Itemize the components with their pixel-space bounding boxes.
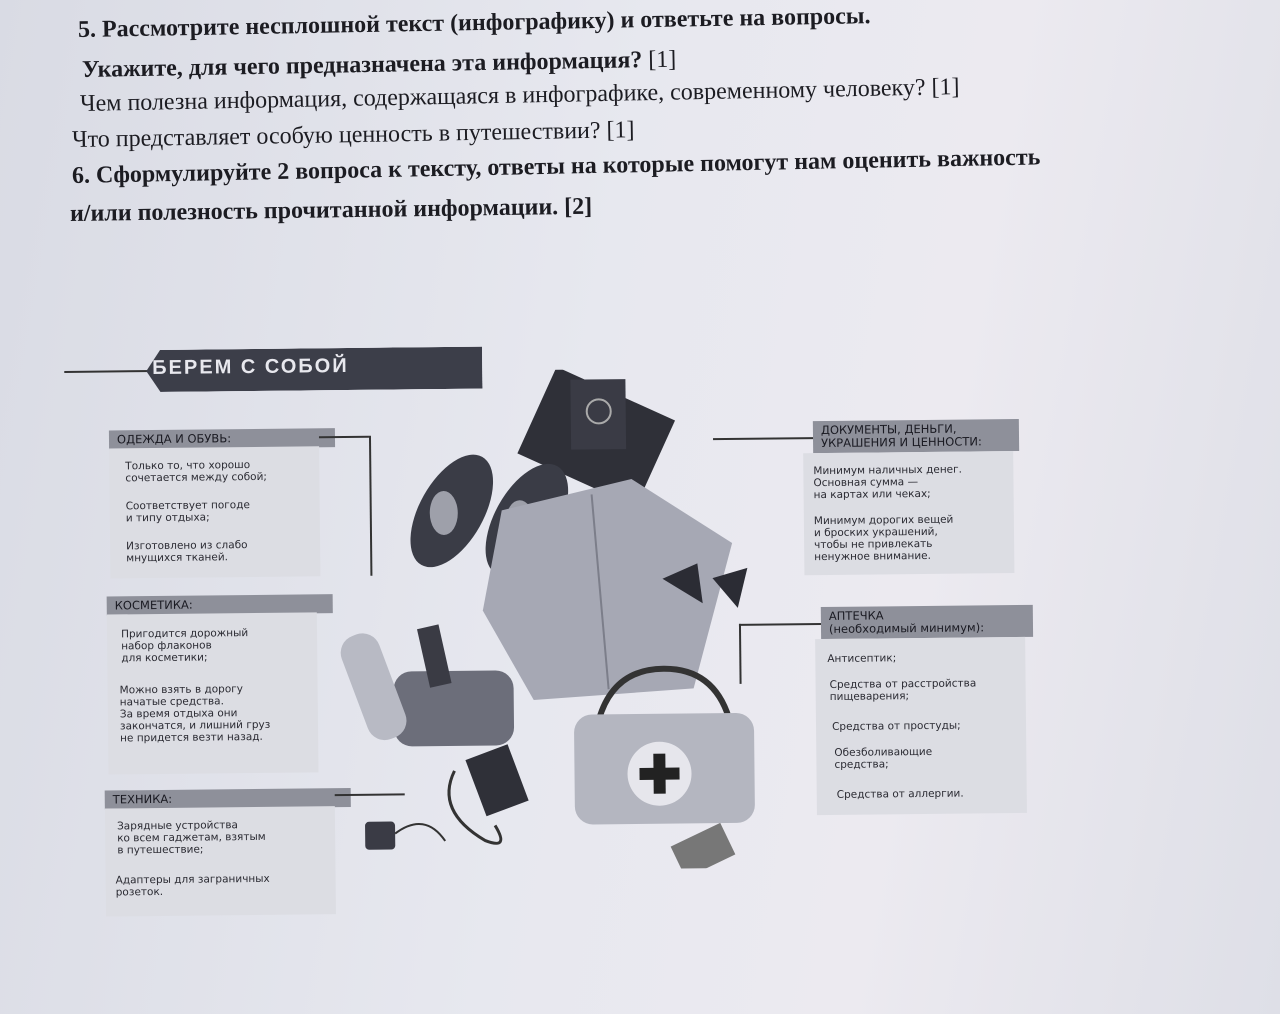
firstaid-item: Обезболивающие средства; bbox=[834, 745, 933, 771]
cosmetics-bag-icon bbox=[335, 624, 514, 747]
tech-header: ТЕХНИКА: bbox=[105, 788, 351, 810]
question-5-sub1-mark: [1] bbox=[648, 46, 677, 74]
firstaid-header: АПТЕЧКА (необходимый минимум): bbox=[821, 605, 1033, 639]
cosmetics-item: Можно взять в дорогу начатые средства. За время отдыха они закончатся, и лишний груз не придется везти назад. bbox=[119, 683, 271, 745]
infographic-title: БЕРЕМ С СОБОЙ bbox=[152, 354, 349, 380]
cosmetics-header: КОСМЕТИКА: bbox=[107, 594, 333, 615]
cosmetics-item: Пригодится дорожный набор флаконов для косметики; bbox=[120, 627, 249, 665]
firstaid-item: Антисептик; bbox=[827, 652, 897, 665]
documents-item: Минимум дорогих вещей и броских украшений, чтобы не привлекать ненужное внимание. bbox=[813, 513, 954, 564]
clothes-header: ОДЕЖДА И ОБУВЬ: bbox=[109, 428, 335, 449]
clothes-item: Только то, что хорошо сочетается между собой; bbox=[125, 459, 267, 485]
tech-item: Адаптеры для заграничных розеток. bbox=[115, 872, 270, 899]
question-5-sub1-text: Укажите, для чего предназначена эта информация? bbox=[81, 47, 643, 83]
question-6-line1: 6. Сформулируйте 2 вопроса к тексту, ответы на которые помогут нам оценить важность bbox=[71, 144, 1041, 189]
illustration bbox=[330, 367, 815, 872]
firstaid-item: Средства от расстройства пищеварения; bbox=[829, 677, 977, 703]
question-6-line2: и/или полезность прочитанной информации. [2] bbox=[69, 193, 593, 227]
charger-icon bbox=[364, 744, 529, 850]
first-aid-kit-icon bbox=[573, 668, 755, 872]
question-5-sub1 bbox=[82, 46, 677, 84]
question-5-sub3: Что представляет особую ценность в путешествии? [1] bbox=[71, 117, 635, 153]
clothes-item: Соответствует погоде и типу отдыха; bbox=[125, 499, 250, 525]
documents-header: ДОКУМЕНТЫ, ДЕНЬГИ, УКРАШЕНИЯ И ЦЕННОСТИ: bbox=[813, 419, 1019, 453]
question-5-sub2: Чем полезна информация, содержащаяся в инфографике, современному человеку? [1] bbox=[79, 74, 960, 117]
documents-item: Минимум наличных денег. Основная сумма — на картах или чеках; bbox=[813, 463, 963, 502]
clothes-item: Изготовлено из слабо мнущихся тканей. bbox=[126, 539, 248, 565]
tag-string bbox=[64, 370, 154, 373]
infographic bbox=[60, 335, 1056, 945]
question-5-title: 5. Рассмотрите несплошной текст (инфографику) и ответьте на вопросы. bbox=[77, 3, 871, 43]
tech-item: Зарядные устройства ко всем гаджетам, взятым в путешествие; bbox=[116, 819, 266, 857]
firstaid-item: Средства от простуды; bbox=[831, 719, 961, 733]
firstaid-item: Средства от аллергии. bbox=[836, 787, 964, 801]
